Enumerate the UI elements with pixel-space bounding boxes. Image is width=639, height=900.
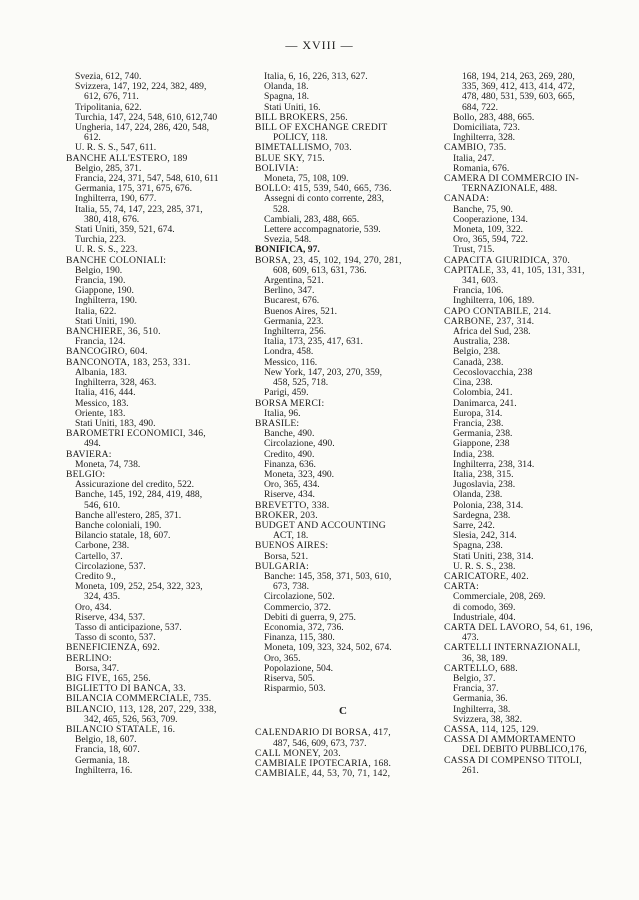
index-entry: Francia, 238. [453, 418, 504, 429]
index-entry: Turchia, 223. [75, 235, 127, 246]
index-entry: Cecoslovacchia, 238 [453, 367, 533, 378]
index-entry: Commerciale, 208, 269. [453, 592, 546, 603]
index-entry: Stati Uniti, 16. [264, 102, 321, 113]
index-entry: Colombia, 241. [453, 388, 513, 399]
index-entry: Debiti di guerra, 9, 275. [264, 612, 356, 623]
index-entry: Argentina, 521. [264, 276, 324, 287]
index-entry: BANCOGIRO, 604. [66, 347, 148, 358]
index-entry: Giappone, 190. [75, 286, 134, 297]
index-entry: Belgio, 190. [75, 265, 123, 276]
index-entry: Banche all'estero, 285, 371. [75, 510, 182, 521]
index-entry: BIG FIVE, 165, 256. [66, 673, 151, 684]
index-entry: CAMBIALE, 44, 53, 70, 71, 142, [255, 769, 391, 780]
index-entry: POLICY, 118. [273, 133, 328, 144]
index-entry: BILANCIA COMMERCIALE, 735. [66, 694, 212, 705]
index-entry: BENEFICIENZA, 692. [66, 643, 160, 654]
index-entry: Circolazione, 490. [264, 439, 335, 450]
index-column-3 [444, 72, 622, 776]
index-entry: 608, 609, 613, 631, 736. [273, 265, 367, 276]
index-entry: Oriente, 183. [75, 408, 126, 419]
index-entry: Germania, 175, 371, 675, 676. [75, 184, 192, 195]
index-entry: Berlino, 347. [264, 286, 315, 297]
index-entry: CASSA DI COMPENSO TITOLI, [444, 755, 582, 766]
index-entry: BUDGET AND ACCOUNTING [255, 520, 386, 531]
index-entry: Australia, 238. [453, 337, 510, 348]
index-entry: Banche, 490. [264, 429, 315, 440]
index-entry: Italia, 416, 444. [75, 388, 136, 399]
index-entry: CASSA, 114, 125, 129. [444, 725, 539, 735]
index-entry: Germania, 36. [453, 694, 508, 705]
index-entry: Moneta, 109, 322. [453, 225, 524, 236]
index-entry: CASSA DI AMMORTAMENTO [444, 735, 576, 746]
index-entry: Belgio, 285, 371. [75, 163, 142, 174]
index-entry: Oro, 365, 594, 722. [453, 235, 528, 246]
index-entry: Danimarca, 241. [453, 398, 517, 409]
index-entry: BILANCIO, 113, 128, 207, 229, 338, [66, 704, 217, 715]
index-entry: CALL MONEY, 203. [255, 748, 341, 759]
index-entry: Credito, 490. [264, 449, 315, 460]
index-entry: Italia, 96. [264, 408, 301, 419]
index-entry: Albania, 183. [75, 367, 127, 378]
index-entry: Italia, 55, 74, 147, 223, 285, 371, [75, 204, 203, 215]
index-column-1 [66, 72, 242, 776]
index-entry: Moneta, 323, 490. [264, 469, 335, 480]
index-entry: Olanda, 18. [264, 82, 309, 93]
index-entry: Riserva, 505. [264, 673, 315, 684]
index-entry: Africa del Sud, 238. [453, 327, 531, 338]
page-number: — XVIII — [285, 38, 354, 52]
index-entry: BANCHE COLONIALI: [66, 255, 167, 266]
index-column-2 [255, 72, 431, 779]
index-entry: Olanda, 238. [453, 490, 503, 501]
index-entry: Commercio, 372. [264, 602, 331, 613]
index-entry: Francia, 18, 607. [75, 745, 140, 756]
index-entry: CARBONE, 237, 314. [444, 316, 535, 327]
index-entry: Italia, 622. [75, 306, 117, 317]
index-entry: Polonia, 238, 314. [453, 500, 524, 511]
index-entry: Circolazione, 537. [75, 561, 146, 572]
index-entry: CAMBIO, 735. [444, 143, 507, 154]
index-entry: Italia, 6, 16, 226, 313, 627. [264, 72, 368, 82]
index-entry: 487, 546, 609, 673, 737. [273, 738, 367, 749]
index-entry: Oro, 434. [75, 602, 112, 613]
index-entry: CARICATORE, 402. [444, 571, 529, 582]
index-entry: Stati Uniti, 190. [75, 316, 137, 327]
index-entry: Cina, 238. [453, 378, 493, 389]
index-entry: Banche, 145, 192, 284, 419, 488, [75, 490, 203, 501]
index-entry: Tripolitania, 622. [75, 102, 142, 113]
index-entry: Domiciliata, 723. [453, 123, 520, 134]
index-entry: Borsa, 347. [75, 663, 119, 674]
index-entry: 458, 525, 718. [273, 378, 329, 389]
index-entry: BLUE SKY, 715. [255, 153, 325, 164]
index-entry: Borsa, 521. [264, 551, 308, 562]
spacer [255, 720, 431, 728]
index-entry: 546, 610. [84, 500, 120, 511]
index-entry: Inghilterra, 256. [264, 327, 327, 338]
index-entry: Inghilterra, 328. [453, 133, 516, 144]
index-entry: BILL OF EXCHANGE CREDIT [255, 123, 388, 134]
index-entry: Spagna, 238. [453, 541, 503, 552]
index-entry: BOLIVIA: [255, 163, 299, 174]
index-entry: Riserve, 434, 537. [75, 612, 146, 623]
index-entry: Parigi, 459. [264, 388, 309, 399]
index-entry: Moneta, 109, 252, 254, 322, 323, [75, 582, 203, 593]
index-entry: BUENOS AIRES: [255, 541, 329, 552]
index-entry: U. R. S. S., 238. [453, 561, 516, 572]
index-entry: Svezia, 548. [264, 235, 312, 246]
index-entry: Stati Uniti, 183, 490. [75, 418, 156, 429]
index-entry: Assegni di conto corrente, 283, [264, 194, 384, 205]
index-entry: Bilancio statale, 18, 607. [75, 531, 171, 542]
index-entry: Romania, 676. [453, 163, 510, 174]
index-entry: Sardegna, 238. [453, 510, 511, 521]
index-entry: Tasso di sconto, 537. [75, 633, 156, 644]
index-entry: 478, 480, 531, 539, 603, 665, [462, 92, 575, 103]
index-entry: CALENDARIO DI BORSA, 417, [255, 728, 391, 739]
index-entry: Sarre, 242. [453, 520, 495, 531]
index-entry: CAPITALE, 33, 41, 105, 131, 331, [444, 265, 585, 276]
index-entry: Germania, 238. [453, 429, 513, 440]
index-entry: Turchia, 147, 224, 548, 610, 612,740 [75, 112, 218, 123]
index-entry: Moneta, 75, 108, 109. [264, 174, 349, 185]
index-entry: Francia, 37. [453, 684, 499, 695]
index-entry: BERLINO: [66, 653, 112, 664]
index-entry: 341, 603. [462, 276, 498, 287]
index-entry: Spagna, 18. [264, 92, 310, 103]
index-entry: Francia, 190. [75, 276, 126, 287]
index-entry: BILL BROKERS, 256. [255, 112, 348, 123]
index-entry: Londra, 458. [264, 347, 314, 358]
index-entry: 324, 435. [84, 592, 120, 603]
index-entry: Oro, 365. [264, 653, 301, 664]
index-entry: TERNAZIONALE, 488. [462, 184, 558, 195]
index-entry: Inghilterra, 190. [75, 296, 138, 307]
index-entry: Belgio, 37. [453, 673, 496, 684]
index-entry: CAPO CONTABILE, 214. [444, 306, 552, 317]
index-entry: Inghilterra, 190, 677. [75, 194, 157, 205]
index-entry: Carbone, 238. [75, 541, 130, 552]
index-entry: Cooperazione, 134. [453, 214, 528, 225]
index-entry: 261. [462, 765, 479, 776]
index-entry: BROKER, 203. [255, 510, 318, 521]
index-entry: BONIFICA, 97. [255, 245, 320, 256]
index-entry: Stati Uniti, 238, 314. [453, 551, 534, 562]
section-letter: C [339, 705, 347, 718]
index-entry: Francia, 106. [453, 286, 504, 297]
index-entry: 36, 38, 189. [462, 653, 508, 664]
index-entry: BANCHIERE, 36, 510. [66, 327, 161, 338]
index-entry: BANCONOTA, 183, 253, 331. [66, 357, 191, 368]
index-entry: Bucarest, 676. [264, 296, 320, 307]
index-entry: Stati Uniti, 359, 521, 674. [75, 225, 175, 236]
index-entry: Giappone, 238 [453, 439, 510, 450]
index-entry: BREVETTO, 338. [255, 500, 330, 511]
index-entry: Belgio, 18, 607. [75, 735, 137, 746]
index-entry: BILANCIO STATALE, 16. [66, 725, 176, 735]
spacer [255, 694, 431, 702]
index-entry: Credito 9., [75, 571, 116, 582]
index-entry: Germania, 18. [75, 755, 130, 766]
index-entry: Popolazione, 504. [264, 663, 334, 674]
index-entry: Germania, 223. [264, 316, 324, 327]
index-entry: CARTA DEL LAVORO, 54, 61, 196, [444, 622, 593, 633]
index-entry: BELGIO: [66, 469, 106, 480]
index-entry: Banche: 145, 358, 371, 503, 610, [264, 571, 392, 582]
index-entry: Inghilterra, 106, 189. [453, 296, 535, 307]
index-entry: 342, 465, 526, 563, 709. [84, 714, 178, 725]
index-entry: Riserve, 434. [264, 490, 315, 501]
index-entry: U. R. S. S., 223. [75, 245, 138, 256]
index-entry: 335, 369, 412, 413, 414, 472, [462, 82, 575, 93]
index-entry: Finanza, 115, 380. [264, 633, 335, 644]
index-entry: Jugoslavia, 238. [453, 480, 516, 491]
index-entry: Svizzera, 147, 192, 224, 382, 489, [75, 82, 207, 93]
index-entry: Banche coloniali, 190. [75, 520, 162, 531]
index-entry: Tasso di anticipazione, 537. [75, 622, 182, 633]
index-entry: 168, 194, 214, 263, 269, 280, [462, 72, 575, 82]
index-entry: Inghilterra, 38. [453, 704, 511, 715]
index-entry: Lettere accompagnatorie, 539. [264, 225, 381, 236]
index-entry: CAMERA DI COMMERCIO IN- [444, 174, 579, 185]
index-entry: BULGARIA: [255, 561, 310, 572]
index-entry: ACT, 18. [273, 531, 309, 542]
index-entry: Risparmio, 503. [264, 684, 326, 695]
index-entry: Inghilterra, 328, 463. [75, 378, 157, 389]
index-entry: CARTA: [444, 582, 480, 593]
index-entry: Inghilterra, 16. [75, 765, 133, 776]
index-entry: Finanza, 636. [264, 459, 316, 470]
index-entry: Europa, 314. [453, 408, 503, 419]
index-entry: India, 238. [453, 449, 495, 460]
index-entry: Svizzera, 38, 382. [453, 714, 523, 725]
index-entry: Economia, 372, 736. [264, 622, 344, 633]
index-entry: BAROMETRI ECONOMICI, 346, [66, 429, 206, 440]
index-entry: BORSA, 23, 45, 102, 194, 270, 281, [255, 255, 402, 266]
index-entry: CANADÀ: [444, 194, 490, 205]
index-entry: Svezia, 612, 740. [75, 72, 142, 82]
index-entry: Italia, 247. [453, 153, 495, 164]
index-entry: BRASILE: [255, 418, 300, 429]
index-entry: BANCHE ALL'ESTERO, 189 [66, 153, 188, 164]
index-entry: New York, 147, 203, 270, 359, [264, 367, 383, 378]
index-entry: Oro, 365, 434. [264, 480, 320, 491]
index-entry: Francia, 224, 371, 547, 548, 610, 611 [75, 174, 219, 185]
index-entry: Cambiali, 283, 488, 665. [264, 214, 360, 225]
index-entry: 473. [462, 633, 479, 644]
index-entry: Moneta, 109, 323, 324, 502, 674. [264, 643, 392, 654]
index-entry: Belgio, 238. [453, 347, 501, 358]
index-entry: Italia, 173, 235, 417, 631. [264, 337, 363, 348]
index-entry: 494. [84, 439, 101, 450]
index-entry: di comodo, 369. [453, 602, 516, 613]
index-entry: CARTELLO, 688. [444, 663, 518, 674]
index-entry: Circolazione, 502. [264, 592, 335, 603]
index-entry: Assicurazione del credito, 522. [75, 480, 195, 491]
index-entry: Banche, 75, 90. [453, 204, 513, 215]
index-entry: 612, 676, 711. [84, 92, 139, 103]
index-entry: Messico, 116. [264, 357, 318, 368]
index-entry: Industriale, 404. [453, 612, 516, 623]
index-entry: Inghilterra, 238, 314. [453, 459, 535, 470]
index-entry: BOLLO: 415, 539, 540, 665, 736. [255, 184, 392, 195]
index-entry: U. R. S. S., 547, 611. [75, 143, 157, 154]
index-entry: Bollo, 283, 488, 665. [453, 112, 535, 123]
index-entry: DEL DEBITO PUBBLICO,176, [462, 745, 587, 756]
index-entry: CARTELLI INTERNAZIONALI, [444, 643, 581, 654]
index-entry: Ungheria, 147, 224, 286, 420, 548, [75, 123, 210, 134]
index-entry: 684, 722. [462, 102, 498, 113]
index-entry: Moneta, 74, 738. [75, 459, 141, 470]
index-entry: 380, 418, 676. [84, 214, 140, 225]
index-entry: Canadà, 238. [453, 357, 504, 368]
index-entry: 673, 738. [273, 582, 309, 593]
index-entry: 528. [273, 204, 290, 215]
index-entry: Trust, 715. [453, 245, 495, 256]
index-entry: Cartello, 37. [75, 551, 123, 562]
index-entry: BAVIERA: [66, 449, 112, 460]
index-entry: 612. [84, 133, 101, 144]
index-entry: Slesia, 242, 314. [453, 531, 517, 542]
index-entry: CAMBIALE IPOTECARIA, 168. [255, 759, 392, 769]
index-entry: BIMETALLISMO, 703. [255, 143, 352, 154]
index-entry: BORSA MERCI: [255, 398, 325, 409]
index-entry: Buenos Aires, 521. [264, 306, 338, 317]
index-entry: CAPACITÀ GIURIDICA, 370. [444, 255, 570, 266]
index-entry: Italia, 238, 315. [453, 469, 514, 480]
index-entry: Francia, 124. [75, 337, 126, 348]
index-entry: Messico, 183. [75, 398, 129, 409]
index-entry: BIGLIETTO DI BANCA, 33. [66, 684, 186, 695]
